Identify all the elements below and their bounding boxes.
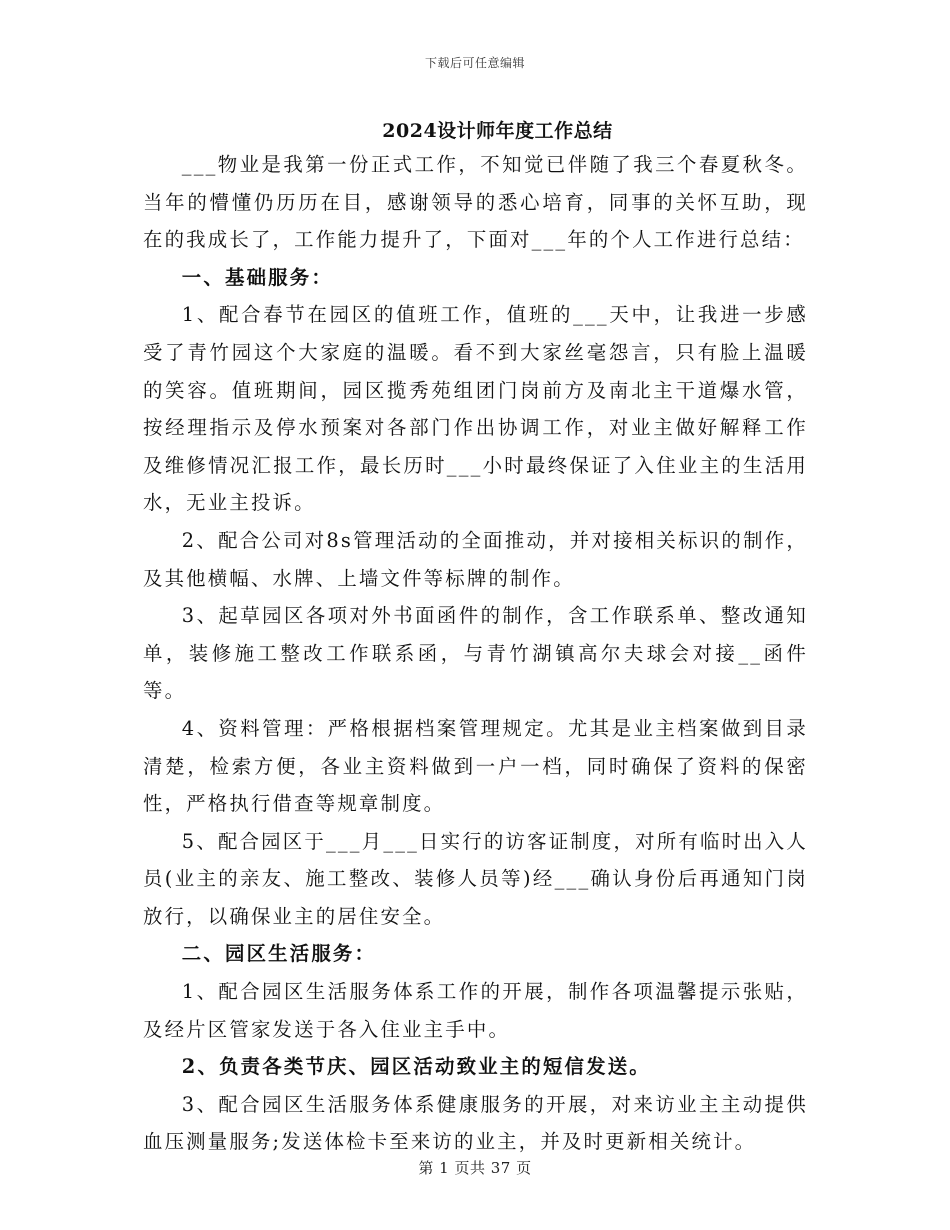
intro-paragraph: ___物业是我第一份正式工作，不知觉已伴随了我三个春夏秋冬。当年的懵懂仍历历在目，感谢领导的悉心培育，同事的关怀互助，现在的我成长了，工作能力提升了，下面对___年的个人工作进行总结：	[143, 153, 808, 252]
section-heading-life-services: 二、园区生活服务：	[181, 942, 377, 966]
paragraph-item-1: 1、配合春节在园区的值班工作，值班的___天中，让我进一步感受了青竹园这个大家庭的温暖。看不到大家丝毫怨言，只有脸上温暖的笑容。值班期间，园区揽秀苑组团门岗前方及南北主干道爆水管，按经理指示及停水预案对各部门作出协调工作，对业主做好解释工作及维修情况汇报工作，最长历时___小时最终保证了入住业主的生活用水，无业主投诉。	[143, 303, 808, 515]
paragraph-item-5: 5、配合园区于___月___日实行的访客证制度，对所有临时出入人员(业主的亲友、施工整改、装修人员等)经___确认身份后再通知门岗放行，以确保业主的居住安全。	[143, 829, 808, 928]
page-indicator: 第 1 页共 37 页	[418, 1159, 532, 1177]
document-body	[143, 146, 808, 1161]
paragraph-life-item-3: 3、配合园区生活服务体系健康服务的开展，对来访业主主动提供血压测量服务;发送体检卡至来访的业主，并及时更新相关统计。	[143, 1092, 808, 1154]
header-note: 下载后可任意编辑	[424, 56, 525, 70]
document-title: 2024设计师年度工作总结	[382, 120, 613, 142]
paragraph-item-2: 2、配合公司对8s管理活动的全面推动，并对接相关标识的制作，及其他横幅、水牌、上墙文件等标牌的制作。	[143, 528, 808, 590]
paragraph-life-item-2: 2、负责各类节庆、园区活动致业主的短信发送。	[181, 1055, 651, 1079]
paragraph-item-4: 4、资料管理：严格根据档案管理规定。尤其是业主档案做到目录清楚，检索方便，各业主资料做到一户一档，同时确保了资料的保密性，严格执行借查等规章制度。	[143, 716, 808, 816]
paragraph-life-item-1: 1、配合园区生活服务体系工作的开展，制作各项温馨提示张贴，及经片区管家发送于各入住业主手中。	[143, 980, 808, 1041]
paragraph-item-3: 3、起草园区各项对外书面函件的制作，含工作联系单、整改通知单，装修施工整改工作联系函，与青竹湖镇高尔夫球会对接__函件等。	[143, 604, 808, 703]
section-heading-basic-services: 一、基础服务：	[181, 265, 333, 289]
